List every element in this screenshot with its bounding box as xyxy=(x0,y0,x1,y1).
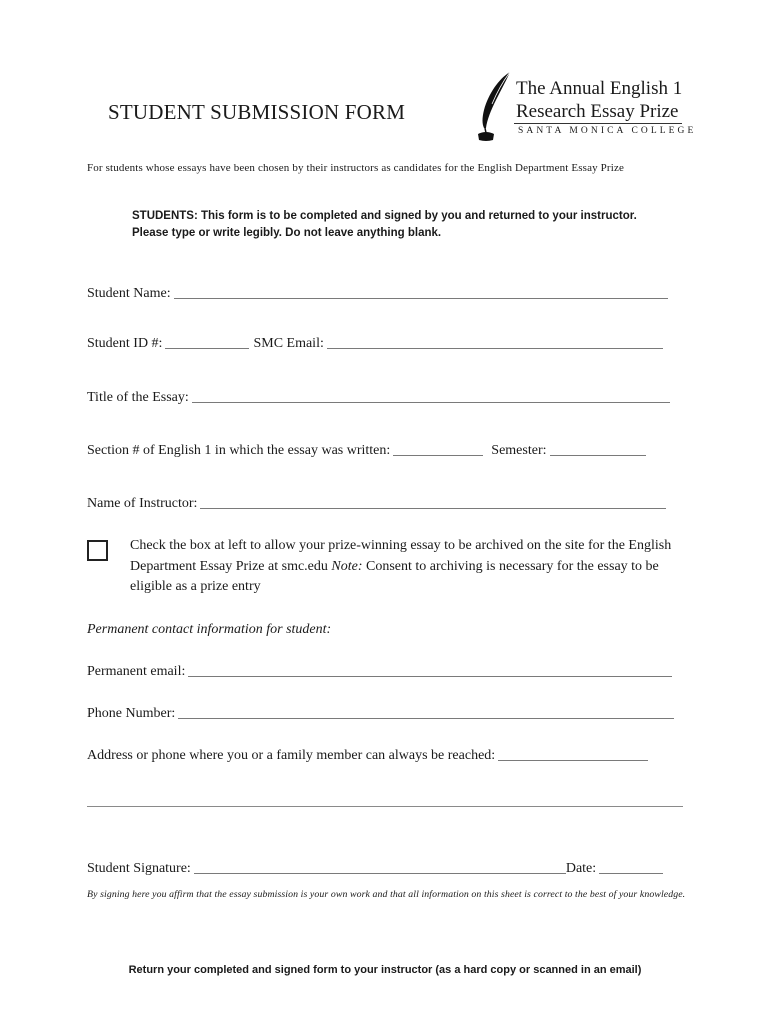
instructor-row xyxy=(87,496,668,512)
date-label: Date: xyxy=(565,861,597,876)
section-label: Section # of English 1 in which the essay was written: xyxy=(87,443,391,458)
archive-consent-checkbox[interactable] xyxy=(87,540,108,561)
student-id-field[interactable] xyxy=(165,337,249,349)
date-field[interactable] xyxy=(599,862,663,874)
archive-consent-text-part1: Check the box at left to allow your prize-winning essay to be archived on the site for the English Department Essay Prize at smc.edu xyxy=(130,538,672,574)
contact-heading: Permanent contact information for student: xyxy=(87,622,332,637)
section-row xyxy=(87,443,648,459)
archive-consent-text-part2: Consent to archiving is necessary for the essay to be eligible as a prize entry xyxy=(130,558,659,594)
signature-affirmation: By signing here you affirm that the essay submission is your own work and that all information on this sheet is correct to the best of your knowledge. xyxy=(87,889,686,900)
semester-label: Semester: xyxy=(491,443,547,458)
student-name-row xyxy=(87,286,670,302)
instructor-field[interactable] xyxy=(200,497,666,509)
instructor-label: Name of Instructor: xyxy=(87,496,198,511)
signature-label: Student Signature: xyxy=(87,861,191,876)
phone-field[interactable] xyxy=(178,707,674,719)
phone-label: Phone Number: xyxy=(87,706,176,721)
instructions-line2: Please type or write legibly. Do not leave anything blank. xyxy=(132,227,442,239)
intro-text: For students whose essays have been chosen by their instructors as candidates for the English Department Essay Prize xyxy=(87,162,625,174)
student-id-label: Student ID #: xyxy=(87,336,163,351)
smc-email-field[interactable] xyxy=(327,337,663,349)
smc-email-label: SMC Email: xyxy=(253,336,324,351)
permanent-email-label: Permanent email: xyxy=(87,664,186,679)
student-name-field[interactable] xyxy=(174,287,668,299)
permanent-email-row xyxy=(87,664,674,680)
instructions-line1: STUDENTS: This form is to be completed and signed by you and returned to your instructor. xyxy=(132,210,637,222)
essay-title-field[interactable] xyxy=(192,391,670,403)
return-instructions: Return your completed and signed form to your instructor (as a hard copy or scanned in an email) xyxy=(128,964,642,976)
phone-row xyxy=(87,706,676,722)
quill-and-inkwell-icon xyxy=(474,70,514,142)
logo-title-line2: Research Essay Prize xyxy=(516,101,679,122)
section-field[interactable] xyxy=(393,444,483,456)
signature-field[interactable] xyxy=(194,862,566,874)
permanent-email-field[interactable] xyxy=(188,665,672,677)
address-row xyxy=(87,748,650,764)
address-field-continued[interactable] xyxy=(87,795,683,807)
essay-title-row xyxy=(87,390,672,406)
address-label: Address or phone where you or a family member can always be reached: xyxy=(87,748,496,763)
semester-field[interactable] xyxy=(550,444,646,456)
student-name-label: Student Name: xyxy=(87,286,171,301)
logo-college-name: SANTA MONICA COLLEGE xyxy=(518,126,697,136)
logo-divider xyxy=(514,123,682,124)
student-id-row xyxy=(87,336,665,352)
form-title: STUDENT SUBMISSION FORM xyxy=(108,100,406,124)
archive-consent-text xyxy=(130,536,680,598)
address-field[interactable] xyxy=(498,749,648,761)
signature-row xyxy=(87,861,665,877)
archive-note-label: Note: xyxy=(331,558,363,574)
logo-title-line1: The Annual English 1 xyxy=(516,78,683,99)
essay-title-label: Title of the Essay: xyxy=(87,390,189,405)
